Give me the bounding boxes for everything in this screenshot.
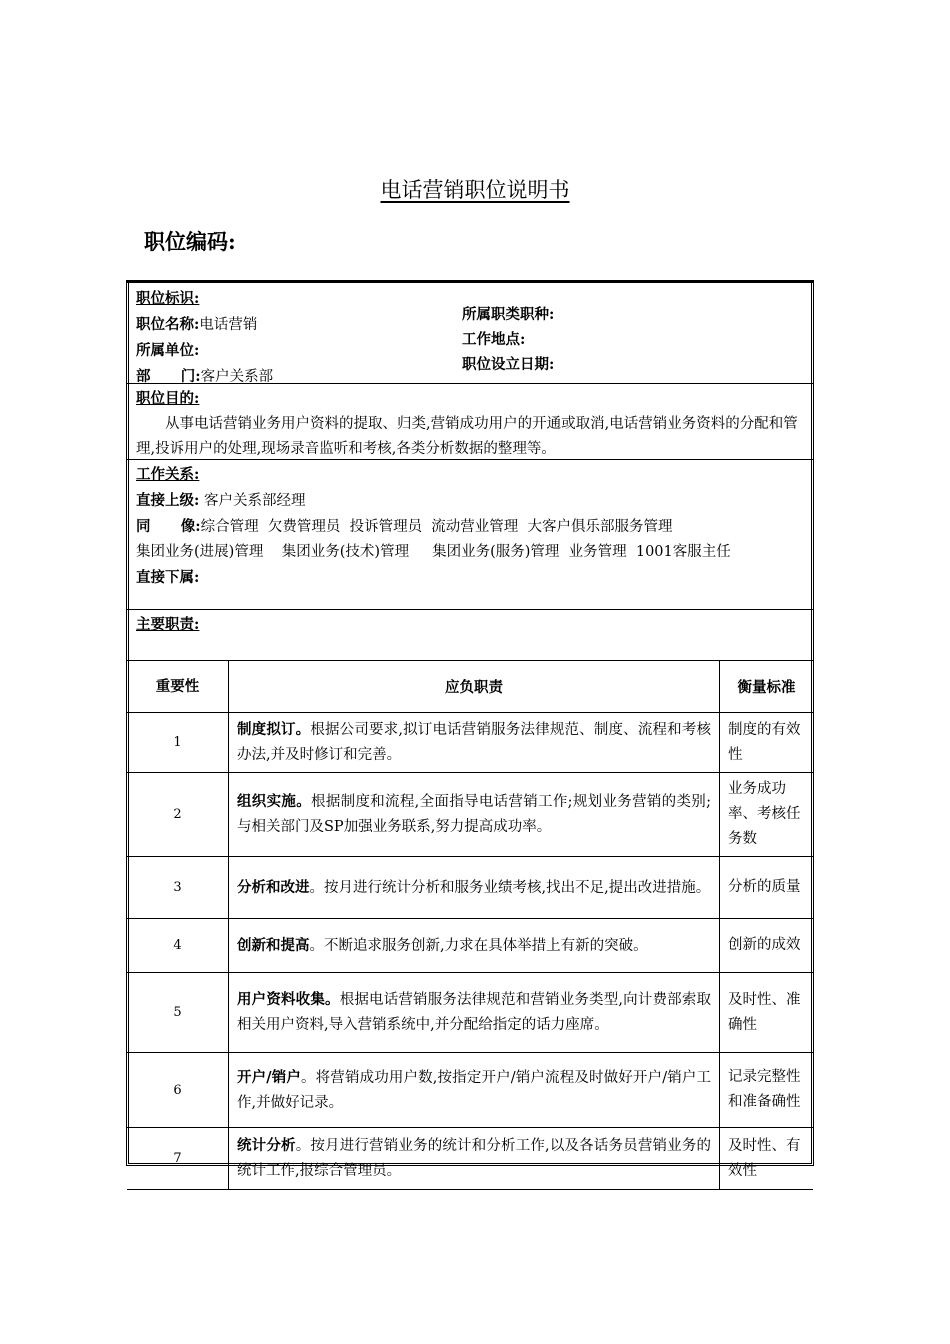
row-number: 2 [127, 773, 229, 857]
job-description-table [126, 280, 814, 1179]
purpose-text: 从事电话营销业务用户资料的提取、归类,营销成功用户的开通或取消,电话营销业务资料的分配和管理,投诉用户的处理,现场录音监听和考核,各类分析数据的整理等。 [136, 416, 798, 457]
row-number: 5 [127, 973, 229, 1053]
row-duty [229, 857, 720, 919]
table-row [127, 857, 813, 919]
duties-table [127, 660, 813, 1190]
identity-heading: 职位标识: [136, 290, 200, 307]
row-duty-text: 根据制度和流程,全面指导电话营销工作;规划业务营销的类别;与相关部门及SP加强业务联系,努力提高成功率。 [237, 794, 711, 835]
identity-right-column [462, 302, 554, 377]
relations-heading: 工作关系: [136, 466, 200, 483]
row-duty-text: 根据电话营销服务法律规范和营销业务类型,向计费部索取相关用户资料,导入营销系统中,并分配给指定的话力座席。 [237, 992, 712, 1033]
dept-value: 客户关系部 [200, 369, 274, 385]
row-number: 6 [127, 1053, 229, 1128]
date-label: 职位设立日期: [462, 356, 555, 373]
duties-section [127, 610, 813, 660]
document-title: 电话营销职位说明书 [380, 178, 570, 202]
row-standard: 创新的成效 [720, 919, 814, 973]
row-duty-title: 制度拟订。 [237, 721, 311, 738]
duties-header-row [127, 661, 813, 713]
dept-label: 部 门: [136, 368, 201, 385]
superior-value: 客户关系部经理 [203, 493, 306, 509]
row-number: 3 [127, 857, 229, 919]
position-code-label: 职位编码: [144, 229, 236, 254]
name-label: 职位名称: [136, 316, 200, 333]
row-standard: 业务成功率、考核任务数 [720, 773, 814, 857]
row-standard: 及时性、有效性 [720, 1128, 814, 1190]
row-duty-text: 。将营销成功用户数,按指定开户/销户流程及时做好开户/销户工作,并做好记录。 [237, 1069, 711, 1111]
row-number: 4 [127, 919, 229, 973]
purpose-section [127, 384, 813, 460]
row-standard: 分析的质量 [720, 857, 814, 919]
duties-heading: 主要职责: [136, 616, 200, 633]
peers-value: 综合管理 欠费管理员 投诉管理员 流动营业管理 大客户俱乐部服务管理 [200, 519, 673, 535]
relations-section [127, 460, 813, 610]
row-duty [229, 773, 720, 857]
row-duty-text: 。按月进行营销业务的统计和分析工作,以及各话务员营销业务的统计工作,报综合管理员。 [237, 1138, 712, 1179]
row-duty-title: 创新和提高 [237, 936, 310, 954]
row-duty-title: 组织实施。 [237, 793, 312, 810]
location-label: 工作地点: [462, 331, 526, 348]
purpose-heading: 职位目的: [136, 390, 200, 407]
row-duty-text: 。按月进行统计分析和服务业绩考核,找出不足,提出改进措施。 [309, 879, 711, 896]
row-duty-title: 分析和改进 [237, 878, 310, 896]
row-standard: 制度的有效性 [720, 713, 814, 773]
table-row [127, 773, 813, 857]
row-duty [229, 1128, 720, 1190]
name-value: 电话营销 [199, 317, 258, 333]
table-row [127, 1128, 813, 1190]
peers-continued: 集团业务(进展)管理 集团业务(技术)管理 集团业务(服务)管理 业务管理 1001客服主任 [136, 544, 731, 560]
row-duty-title: 用户资料收集。 [237, 991, 340, 1008]
unit-label: 所属单位: [136, 342, 200, 359]
table-row [127, 919, 813, 973]
row-duty-title: 开户/销户 [237, 1068, 302, 1086]
peers-label: 同 像: [136, 518, 201, 535]
row-standard: 及时性、准确性 [720, 973, 814, 1053]
row-duty-text: 根据公司要求,拟订电话营销服务法律规范、制度、流程和考核办法,并及时修订和完善。 [237, 722, 711, 763]
header-importance: 重要性 [127, 661, 229, 713]
row-duty [229, 1053, 720, 1128]
table-row [127, 1053, 813, 1128]
superior-label: 直接上级: [136, 492, 200, 509]
table-row [127, 713, 813, 773]
row-number: 1 [127, 713, 229, 773]
row-duty [229, 919, 720, 973]
row-standard: 记录完整性和准备确性 [720, 1053, 814, 1128]
subordinate-label: 直接下属: [136, 569, 200, 586]
category-label: 所属职类职种: [462, 306, 555, 323]
identity-section [127, 283, 813, 384]
row-number: 7 [127, 1128, 229, 1190]
row-duty [229, 713, 720, 773]
table-row [127, 973, 813, 1053]
header-duty: 应负职责 [229, 661, 720, 713]
row-duty-title: 统计分析 [237, 1137, 296, 1154]
row-duty-text: 。不断追求服务创新,力求在具体举措上有新的突破。 [309, 937, 648, 954]
row-duty [229, 973, 720, 1053]
header-standard: 衡量标准 [720, 661, 814, 713]
